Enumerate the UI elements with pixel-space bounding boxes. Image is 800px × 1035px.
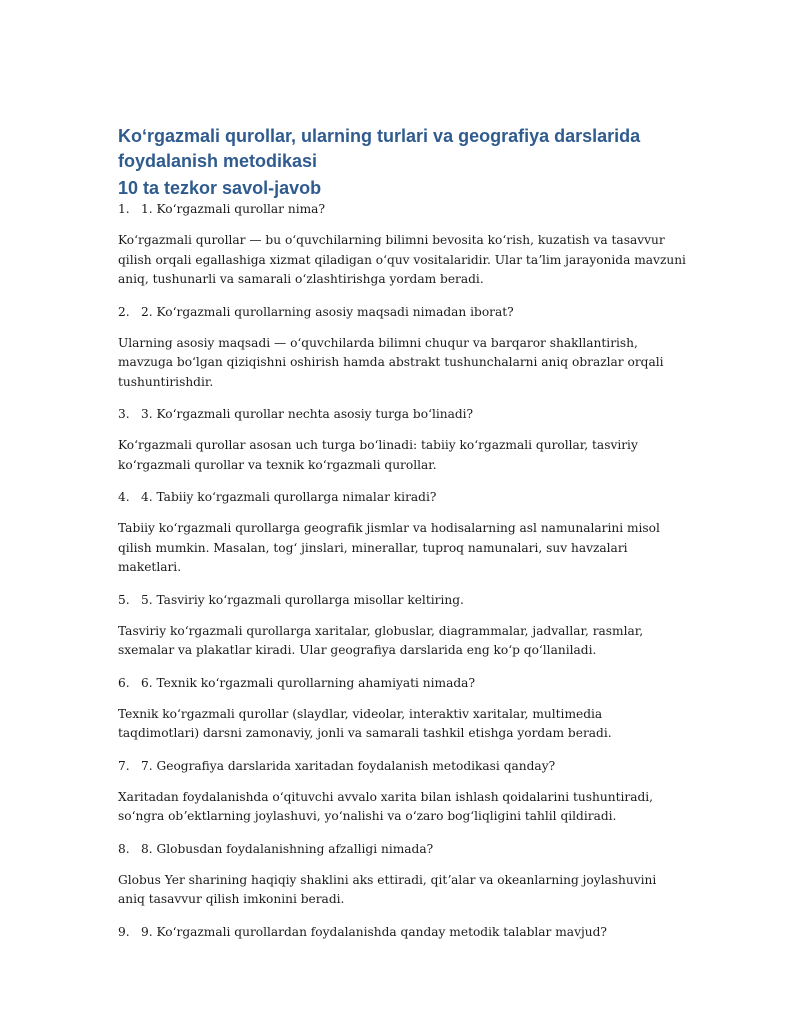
question-number: 5. [118,592,130,607]
question-text: 3. Koʻrgazmali qurollar nechta asosiy turga boʻlinadi? [141,407,474,421]
question-text: 8. Globusdan foydalanishning afzalligi nimada? [141,841,434,856]
question-text: 2. Koʻrgazmali qurollarning asosiy maqsadi nimadan iborat? [141,304,514,319]
question-6 [118,674,686,693]
question-number: 9. [118,924,130,939]
qa-item-8 [118,840,686,910]
question-5 [118,591,686,610]
qa-item-1 [118,200,686,290]
document-title: Koʻrgazmali qurollar, ularning turlari va geografiya darslarida foydalanish metodikasi [118,126,641,171]
qa-list [118,200,686,942]
question-2 [118,303,686,322]
answer-6: Texnik koʻrgazmali qurollar (slaydlar, videolar, interaktiv xaritalar, multimedia taqdimotlari) darsni zamonaviy, jonli va samarali tashkil etishga yordam beradi. [118,706,612,740]
qa-item-4 [118,488,686,578]
qa-item-3 [118,405,686,475]
question-1 [118,200,686,219]
answer-7: Xaritadan foydalanishda oʻqituvchi avvalo xarita bilan ishlash qoidalarini tushuntiradi, soʻngra obʼektlarning joylashuvi, yoʻnalishi va oʻzaro bogʻliqligini tahlil qildiradi. [118,789,654,823]
question-text: 4. Tabiiy koʻrgazmali qurollarga nimalar kiradi? [141,490,437,504]
qa-item-5 [118,591,686,661]
question-text: 1. Koʻrgazmali qurollar nima? [141,202,325,216]
question-3 [118,405,686,424]
question-number: 2. [118,304,130,319]
question-number: 7. [118,758,130,773]
question-9 [118,923,686,942]
document-body [118,124,686,942]
question-text: 9. Koʻrgazmali qurollardan foydalanishda qanday metodik talablar mavjud? [141,924,607,939]
question-7 [118,757,686,776]
answer-5: Tasviriy koʻrgazmali qurollarga xaritalar, globuslar, diagrammalar, jadvallar, rasmlar, sxemalar va plakatlar kiradi. Ular geografiya darslarida eng koʻp qoʻllaniladi. [118,623,644,657]
qa-item-7 [118,757,686,827]
qa-item-9 [118,923,686,942]
qa-item-6 [118,674,686,744]
qa-item-2 [118,303,686,393]
answer-2: Ularning asosiy maqsadi — oʻquvchilarda bilimni chuqur va barqaror shakllantirish, mavzuga boʻlgan qiziqishni oshirish hamda abstrakt tushunchalarni aniq obrazlar orqali tushuntirishdir. [118,335,664,389]
question-text: 6. Texnik koʻrgazmali qurollarning ahamiyati nimada? [141,675,475,690]
question-8 [118,840,686,859]
answer-4: Tabiiy koʻrgazmali qurollarga geografik jismlar va hodisalarning asl namunalarini misol qilish mumkin. Masalan, togʻ jinslari, minerallar, tuproq namunalari, suv havzalari maketlari. [118,521,660,574]
question-number: 8. [118,841,130,856]
question-text: 7. Geografiya darslarida xaritadan foydalanish metodikasi qanday? [141,758,556,773]
document-subtitle: 10 ta tezkor savol-javob [118,178,322,198]
answer-3: Koʻrgazmali qurollar asosan uch turga boʻlinadi: tabiiy koʻrgazmali qurollar, tasviriy koʻrgazmali qurollar va texnik koʻrgazmali qurollar. [118,438,638,472]
answer-1: Koʻrgazmali qurollar — bu oʻquvchilarning bilimni bevosita koʻrish, kuzatish va tasavvur qilish orqali egallashiga xizmat qiladigan oʻquv vositalaridir. Ular taʼlim jarayonida mavzuni aniq, tushunarli va samarali oʻzlashtirishga yordam beradi. [118,233,686,286]
question-text: 5. Tasviriy koʻrgazmali qurollarga misollar keltiring. [141,592,464,607]
question-number: 3. [118,407,130,421]
question-number: 6. [118,675,130,690]
question-number: 1. [118,202,130,216]
answer-8: Globus Yer sharining haqiqiy shaklini aks ettiradi, qitʼalar va okeanlarning joylashuvini aniq tasavvur qilish imkonini beradi. [118,872,657,906]
question-4 [118,488,686,507]
question-number: 4. [118,490,130,504]
